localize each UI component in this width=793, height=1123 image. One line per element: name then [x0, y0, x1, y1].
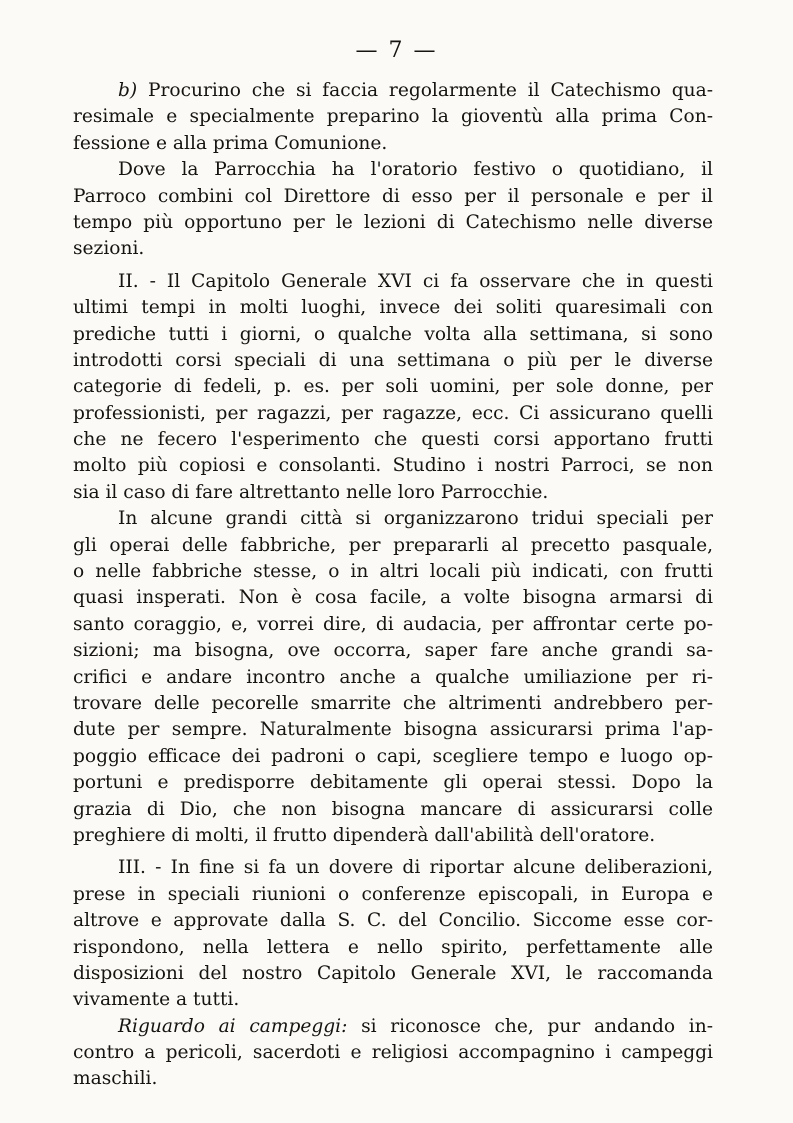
text-line: prediche tutti i giorni, o qualche volta alla settimana, si sono	[73, 323, 713, 345]
text-line: trovare delle pecorelle smarrite che altrimenti andrebbero per-	[73, 692, 713, 714]
text-line: In alcune grandi città si organizzarono tridui speciali per	[118, 508, 713, 530]
text-line: resimale e specialmente preparino la gioventù alla prima Con-	[73, 106, 713, 128]
text-line: introdotti corsi speciali di una settimana o più per le diverse	[73, 349, 713, 371]
paragraph-section-ii	[73, 269, 713, 507]
list-marker: b)	[118, 80, 148, 101]
text-line: gli operai delle fabbriche, per prepararli al precetto pasquale,	[73, 534, 713, 556]
body-text	[73, 78, 713, 1093]
text-line: maschili.	[73, 1068, 158, 1090]
text-line: quasi insperati. Non è cosa facile, a volte bisogna armarsi di	[73, 587, 713, 609]
text-line: santo coraggio, e, vorrei dire, di audacia, per affrontar certe po-	[73, 613, 713, 635]
paragraph-b-catechism	[73, 78, 713, 157]
text-line: grazia di Dio, che non bisogna mancare di assicurarsi colle	[73, 798, 713, 820]
text-line: sezioni.	[73, 238, 145, 260]
text-line: vivamente a tutti.	[73, 989, 240, 1011]
text-line: rispondono, nella lettera e nello spirito, perfettamente alle	[73, 936, 713, 958]
text-line: III. - In fine si fa un dovere di riportar alcune deliberazioni,	[118, 857, 713, 879]
text-line: Dove la Parrocchia ha l'oratorio festivo o quotidiano, il	[118, 159, 713, 181]
paragraph-tridui	[73, 506, 713, 849]
text-line: o nelle fabbriche stesse, o in altri locali più indicati, con frutti	[73, 561, 713, 583]
paragraph-oratorio	[73, 157, 713, 263]
text-line: preghiere di molti, il frutto dipenderà dall'abilità dell'oratore.	[73, 824, 656, 846]
text-line: Parroco combini col Direttore di esso per il personale e per il	[73, 185, 713, 207]
text-line: che ne fecero l'esperimento che questi corsi apportano frutti	[73, 429, 713, 451]
text-line: disposizioni del nostro Capitolo Generale XVI, le raccomanda	[73, 962, 713, 984]
text-line: II. - Il Capitolo Generale XVI ci fa osservare che in questi	[118, 270, 713, 292]
paragraph-campeggi	[73, 1014, 713, 1093]
text-line: altrove e approvate dalla S. C. del Concilio. Siccome esse cor-	[73, 910, 713, 932]
text-line: contro a pericoli, sacerdoti e religiosi accompagnino i campeggi	[73, 1042, 713, 1064]
text-line: crifici e andare incontro anche a qualche umiliazione per ri-	[73, 666, 713, 688]
text-line: sia il caso di fare altrettanto nelle loro Parrocchie.	[73, 481, 549, 503]
text-line: dute per sempre. Naturalmente bisogna assicurarsi prima l'ap-	[73, 719, 713, 741]
text-line: ultimi tempi in molti luoghi, invece dei soliti quaresimali con	[73, 297, 713, 319]
page-number: — 7 —	[355, 38, 438, 63]
text-line: tempo più opportuno per le lezioni di Catechismo nelle diverse	[73, 211, 713, 233]
text-line: sizioni; ma bisogna, ove occorra, saper fare anche grandi sa-	[73, 640, 713, 662]
text-line: poggio efficace dei padroni o capi, scegliere tempo e luogo op-	[73, 745, 713, 767]
text-line: prese in speciali riunioni o conferenze episcopali, in Europa e	[73, 883, 713, 905]
text-line: fessione e alla prima Comunione.	[73, 132, 388, 154]
text-line: Riguardo ai campeggi: si riconosce che, pur andando in-	[118, 1015, 713, 1037]
text-line: professionisti, per ragazzi, per ragazze, ecc. Ci assicurano quelli	[73, 402, 713, 424]
text-line: categorie di fedeli, p. es. per soli uomini, per sole donne, per	[73, 376, 713, 398]
text-line: portuni e predisporre debitamente gli operai stessi. Dopo la	[73, 772, 713, 794]
italic-heading: Riguardo ai campeggi:	[118, 1015, 348, 1037]
text-line: b) Procurino che si faccia regolarmente il Catechismo qua-	[118, 80, 713, 101]
text-line: molto più copiosi e consolanti. Studino i nostri Parroci, se non	[73, 455, 713, 477]
paragraph-section-iii	[73, 855, 713, 1013]
